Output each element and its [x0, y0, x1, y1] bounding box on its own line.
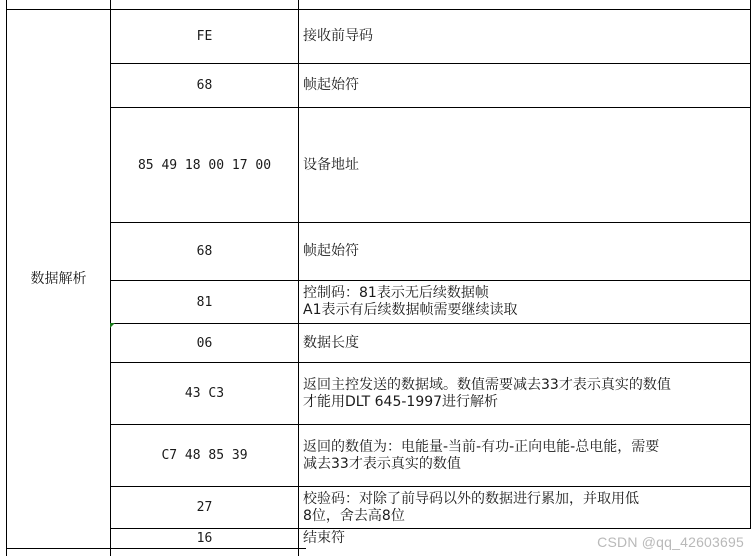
comment-indicator-icon	[110, 323, 115, 328]
row-description: 帧起始符	[303, 243, 359, 259]
row-description: 接收前导码	[303, 28, 373, 44]
row-description: 返回主控发送的数据域。数值需要减去33才表示真实的数值 才能用DLT 645-1997进行解析	[303, 376, 671, 410]
row-code: C7 48 85 39	[161, 448, 248, 463]
row-description: 帧起始符	[303, 77, 359, 93]
row-code: 27	[196, 500, 213, 515]
grid-line	[750, 0, 751, 528]
row-code: 68	[196, 244, 213, 259]
row-description: 数据长度	[303, 334, 359, 351]
row-description: 控制码：81表示无后续数据帧 A1表示有后续数据帧需要继续读取	[303, 285, 518, 318]
row-code: 85 49 18 00 17 00	[137, 157, 272, 173]
row-code: 16	[196, 531, 213, 546]
row-description: 校验码：对除了前导码以外的数据进行累加，并取用低 8位，舍去高8位	[303, 490, 639, 524]
row-code: 68	[196, 78, 213, 93]
watermark: CSDN @qq_42603695	[597, 534, 744, 550]
row-description: 返回的数值为：电能量-当前-有功-正向电能-总电能，需要 减去33才表示真实的数值	[303, 438, 660, 472]
grid-line	[6, 548, 306, 549]
section-label: 数据解析	[30, 270, 87, 287]
row-code: 06	[196, 335, 213, 351]
row-description: 结束符	[303, 530, 345, 546]
row-code: 43 C3	[184, 386, 225, 401]
row-code: FE	[196, 29, 213, 44]
row-description: 设备地址	[303, 156, 359, 173]
row-code: 81	[196, 294, 213, 310]
